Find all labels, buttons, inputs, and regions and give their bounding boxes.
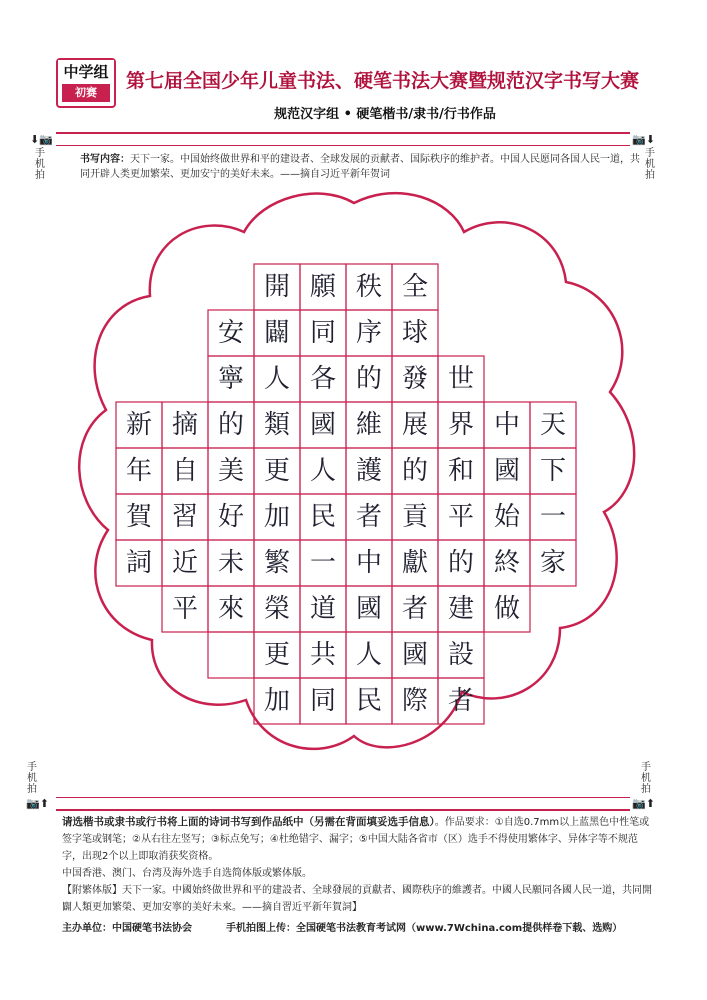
grid-character: 發 [401, 364, 428, 394]
grid-character: 詞 [125, 548, 152, 578]
grid-character: 國 [493, 456, 520, 486]
grid-character: 的 [447, 548, 474, 578]
content-label: 书写内容： [80, 154, 130, 165]
grid-character: 繁 [263, 548, 290, 578]
grid-character: 闢 [263, 318, 290, 348]
content-text: 天下一家。中国始终做世界和平的建设者、全球发展的贡献者、国际秩序的维护者。中国人民愿同各国人民一道，共同开辟人类更加繁荣、更加安宁的美好未来。——摘自习近平新年贺词 [80, 154, 640, 180]
grid-character: 終 [493, 548, 520, 578]
grid-character: 展 [401, 410, 428, 440]
grid-character: 中 [355, 548, 382, 578]
grid-character: 自 [171, 456, 198, 486]
camera-download-icon-tr: 📷⬇ [632, 133, 655, 146]
grid-character: 未 [217, 548, 244, 578]
grid-character: 同 [309, 318, 336, 348]
grid-character: 始 [493, 502, 520, 532]
character-grid [116, 264, 576, 724]
grid-character: 者 [447, 686, 474, 716]
grid-character: 願 [309, 272, 336, 302]
grid-character: 貢 [401, 502, 428, 532]
grid-character: 秩 [355, 272, 382, 302]
grid-character: 全 [401, 272, 428, 302]
grid-character: 者 [355, 502, 382, 532]
grid-character: 平 [171, 594, 198, 624]
badge-group: 中学组 [58, 60, 114, 84]
grid-character: 人 [355, 640, 382, 670]
grid-character: 加 [263, 686, 290, 716]
grid-character: 國 [355, 594, 382, 624]
grid-character: 新 [125, 410, 152, 440]
trad-label: 【附繁体版】 [62, 885, 122, 896]
grid-character: 世 [447, 364, 474, 394]
grid-character: 的 [401, 456, 428, 486]
camera-upload-icon-br: 📷⬆ [632, 797, 655, 810]
phone-label-tr: 手机拍 [645, 148, 655, 181]
page-subtitle: 规范汉字组 • 硬笔楷书/隶书/行书作品 [274, 107, 496, 122]
grid-character: 摘 [171, 410, 198, 440]
grid-character: 好 [217, 502, 244, 532]
grid-character: 民 [309, 502, 336, 532]
grid-character: 平 [447, 502, 474, 532]
grid-character: 各 [309, 364, 336, 394]
grid-character: 維 [355, 410, 382, 440]
grid-character: 一 [539, 502, 566, 532]
grid-character: 加 [263, 502, 290, 532]
grid-character: 榮 [263, 594, 290, 624]
footer-upload: 手机拍图上传：全国硬笔书法教育考试网（www.7Wchina.com提供样卷下载、选购） [226, 923, 623, 934]
page-title: 第七届全国少年儿童书法、硬笔书法大赛暨规范汉字书写大赛 [126, 70, 640, 92]
requirements-lead: 请选楷书或隶书或行书将上面的诗词书写到作品纸中（另需在背面填妥选手信息） [62, 816, 435, 828]
grid-character: 道 [309, 594, 336, 624]
grid-character: 建 [447, 594, 474, 624]
grid-character: 賀 [125, 502, 152, 532]
footer-host: 主办单位：中国硬笔书法协会 [62, 923, 192, 934]
grid-character: 際 [401, 686, 428, 716]
grid-character: 獻 [401, 548, 428, 578]
requirements [62, 814, 652, 916]
grid-character: 類 [263, 410, 290, 440]
grid-character: 的 [217, 410, 244, 440]
grid-character: 美 [217, 456, 244, 486]
grid-character: 更 [263, 456, 290, 486]
grid-character [209, 633, 253, 677]
grid-character: 習 [171, 502, 198, 532]
grid-character: 界 [447, 410, 474, 440]
trad-text: 天下一家。中國始終做世界和平的建設者、全球發展的貢獻者、國際秩序的維護者。中國人民願同各國人民一道，共同開闢人類更加繁榮、更加安寧的美好未來。——摘自習近平新年賀詞】 [62, 885, 652, 913]
requirements-rules: 。作品要求：①自选0.7mm以上蓝黑色中性笔或签字笔或钢笔；②从右往左竖写；③标点免写；④杜绝错字、漏字；⑤中国大陆各省市（区）选手不得使用繁体字、异体字等不规范字，出现2个以上即取消获奖资格。 [62, 817, 650, 862]
grid-character: 下 [539, 456, 566, 486]
grid-character: 開 [263, 272, 290, 302]
phone-label-tl: 手机拍 [35, 148, 45, 181]
grid-character: 中 [493, 410, 520, 440]
grid-character: 來 [217, 594, 244, 624]
grid-character: 天 [539, 410, 566, 440]
grid-character: 近 [171, 548, 198, 578]
grid-character: 和 [447, 456, 474, 486]
grid-character: 者 [401, 594, 428, 624]
grid-character: 民 [355, 686, 382, 716]
grid-character: 的 [355, 364, 382, 394]
download-camera-icon-tl: ⬇📷 [30, 133, 53, 146]
grid-character: 更 [263, 640, 290, 670]
grid-character: 同 [309, 686, 336, 716]
grid-character: 年 [125, 456, 152, 486]
grid-character: 安 [217, 318, 244, 348]
grid-character: 做 [493, 594, 520, 624]
grid-character: 一 [309, 548, 336, 578]
grid-character: 序 [355, 318, 382, 348]
grid-character: 人 [263, 364, 290, 394]
camera-upload-icon-bl: 📷⬆ [26, 797, 49, 810]
requirements-hk: 中国香港、澳门、台湾及海外选手自选简体版或繁体版。 [62, 868, 312, 879]
grid-character: 球 [401, 318, 428, 348]
grid-character: 國 [401, 640, 428, 670]
phone-label-br: 手机拍 [641, 762, 651, 795]
grid-character: 護 [355, 456, 382, 486]
grid-character: 人 [309, 456, 336, 486]
grid-character: 寧 [217, 364, 244, 394]
grid-character: 家 [539, 548, 566, 578]
grid-character: 共 [309, 640, 336, 670]
grid-character: 設 [447, 640, 474, 670]
grid-character: 國 [309, 410, 336, 440]
badge-round: 初赛 [62, 84, 110, 102]
phone-label-bl: 手机拍 [27, 762, 37, 795]
